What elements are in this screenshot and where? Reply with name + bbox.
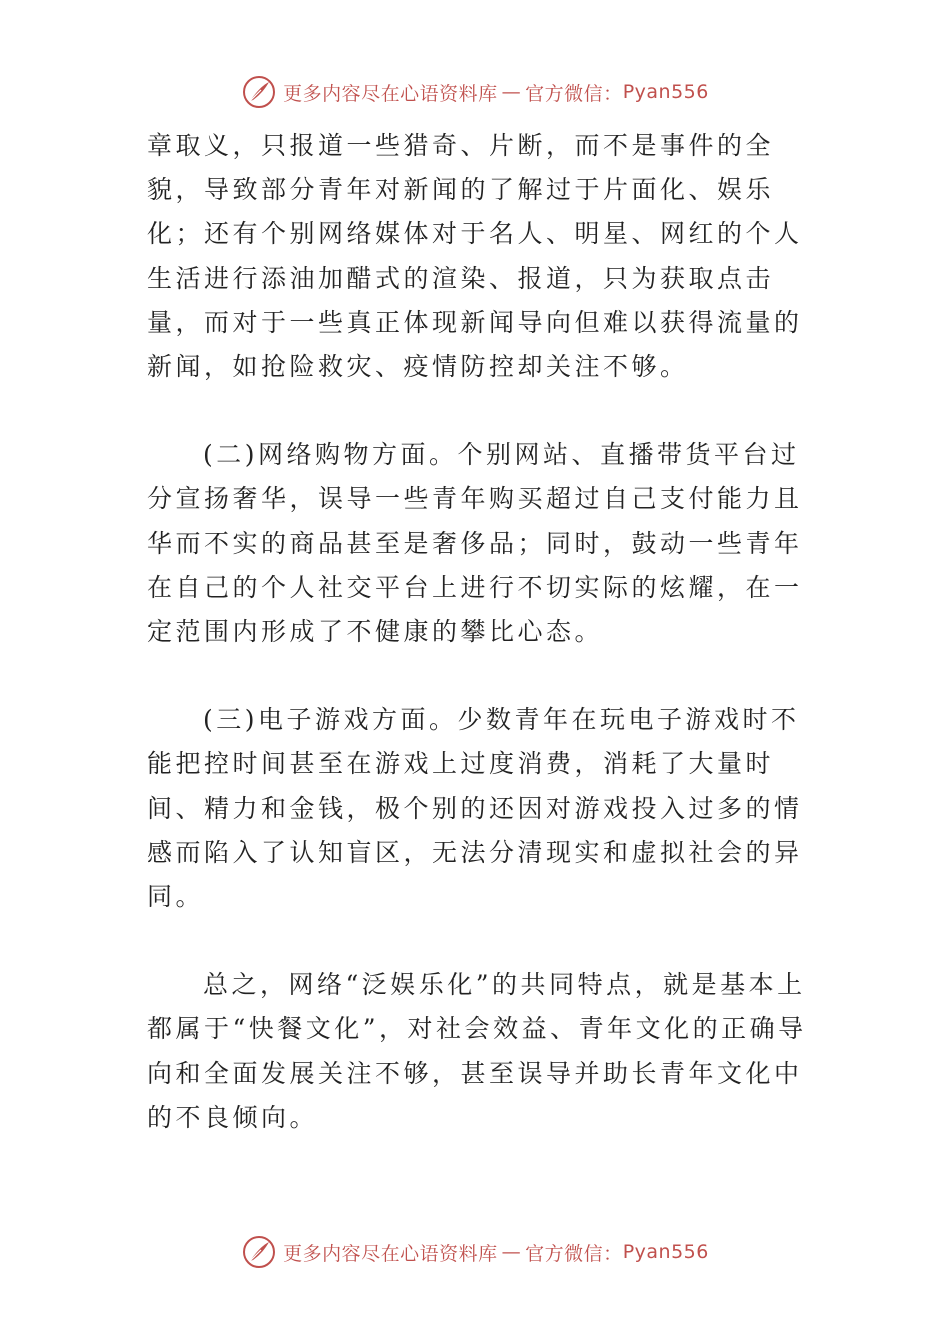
paragraph-gap	[147, 654, 827, 698]
watermark-separator: —	[501, 1241, 522, 1263]
watermark-text: 更多内容尽在心语资料库	[283, 82, 498, 105]
header-watermark	[0, 72, 950, 112]
paragraph-gap	[147, 919, 827, 963]
feather-pen-logo-icon	[241, 1234, 277, 1270]
paragraph-summary: 总之，网络“泛娱乐化”的共同特点，就是基本上都属于“快餐文化”，对社会效益、青年文化的正确导向和全面发展关注不够，甚至误导并助长青年文化中的不良倾向。	[147, 970, 807, 1132]
paragraph-continued: 章取义，只报道一些猎奇、片断，而不是事件的全貌，导致部分青年对新闻的了解过于片面化、娱乐化；还有个别网络媒体对于名人、明星、网红的个人生活进行添油加醋式的渲染、报道，只为获取点击量，而对于一些真正体现新闻导向但难以获得流量的新闻，如抢险救灾、疫情防控却关注不够。	[147, 131, 803, 382]
paragraph-online-shopping: (二)网络购物方面。个别网站、直播带货平台过分宣扬奢华，误导一些青年购买超过自己支付能力且华而不实的商品甚至是奢侈品；同时，鼓动一些青年在自己的个人社交平台上进行不切实际的炫耀，在一定范围内形成了不健康的攀比心态。	[147, 440, 803, 647]
watermark-separator: —	[501, 81, 522, 103]
paragraph-video-games: (三)电子游戏方面。少数青年在玩电子游戏时不能把控时间甚至在游戏上过度消费，消耗了大量时间、精力和金钱，极个别的还因对游戏投入过多的情感而陷入了认知盲区，无法分清现实和虚拟社会的异同。	[147, 705, 803, 912]
footer-watermark	[0, 1232, 950, 1272]
watermark-text: 更多内容尽在心语资料库	[283, 1242, 498, 1265]
watermark-wechat-id: Pyan556	[622, 1241, 709, 1263]
watermark-wechat-label: 官方微信：	[525, 1242, 623, 1265]
document-body	[147, 124, 827, 1140]
watermark-wechat-id: Pyan556	[622, 81, 709, 103]
feather-pen-logo-icon	[241, 74, 277, 110]
paragraph-gap	[147, 389, 827, 433]
watermark-wechat-label: 官方微信：	[525, 82, 623, 105]
